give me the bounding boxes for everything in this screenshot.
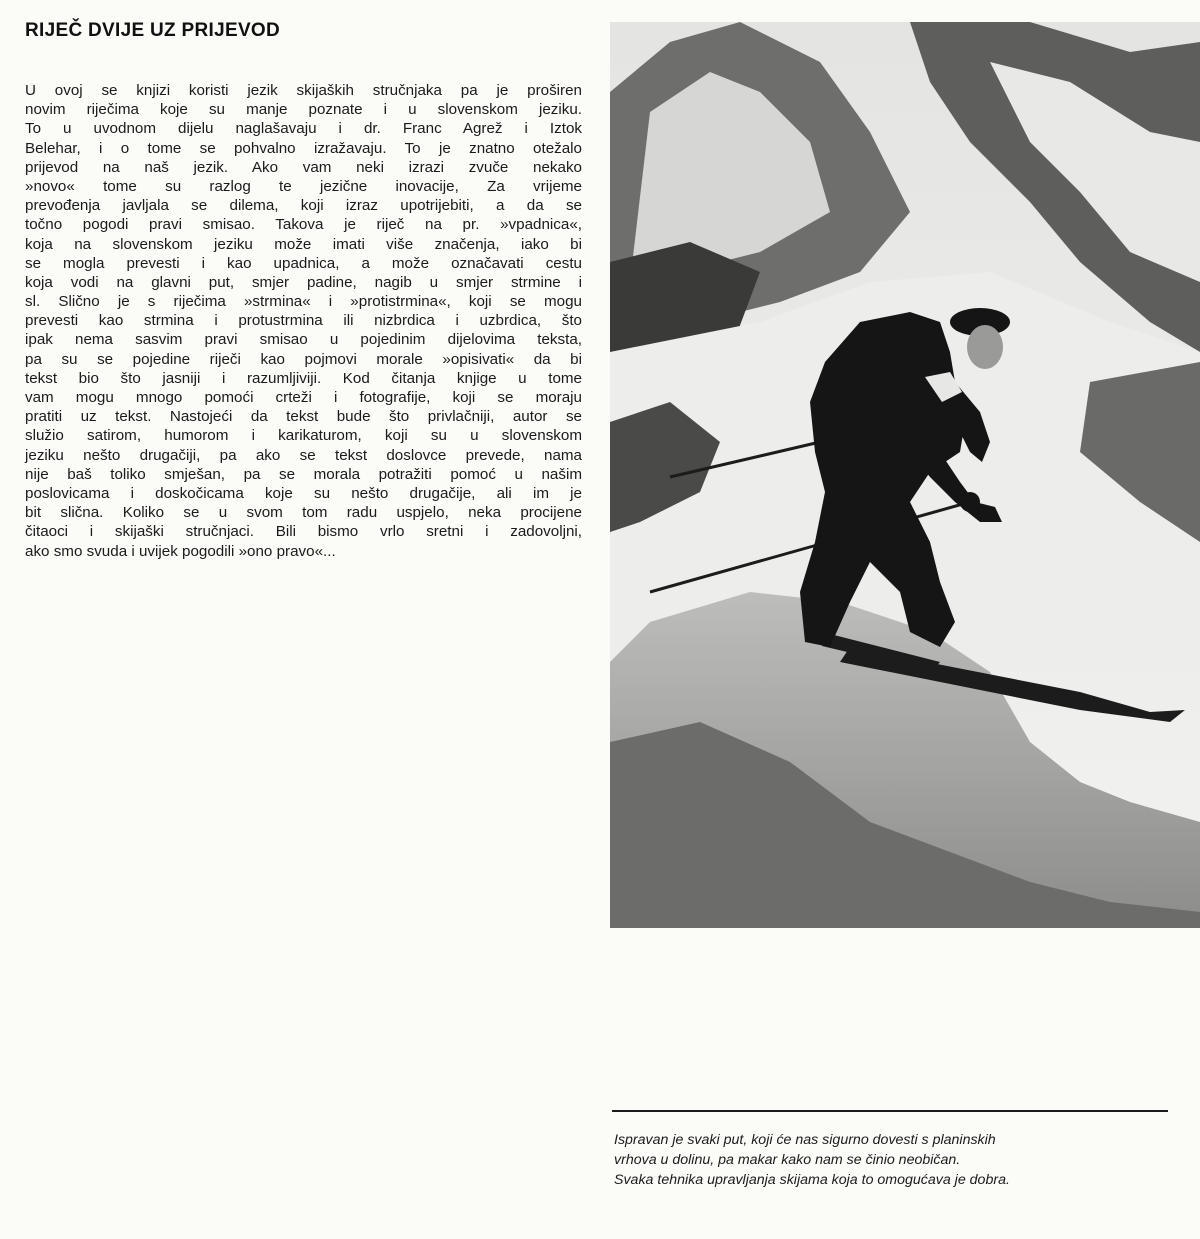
body-line: bit slična. Koliko se u svom tom radu uspjelo, neka procijene [25,504,582,522]
caption-line: Svaka tehnika upravljanja skijama koja to omogućava je dobra. [614,1172,1010,1188]
body-line: novim riječima koje su manje poznate i u slovenskom jeziku. [25,101,582,119]
caption-line: vrhova u dolinu, pa makar kako nam se činio neobičan. [614,1152,961,1168]
body-text [25,81,582,561]
body-line: koja na slovenskom jeziku može imati više značenja, iako bi [25,235,582,253]
caption-line: Ispravan je svaki put, koji će nas sigurno dovesti s planinskih [614,1132,996,1148]
body-line: nije baš toliko smješan, pa se morala potražiti pomoć u našim [25,465,582,483]
body-line: pa su se pojedine riječi kao pojmovi morale »opisivati« da bi [25,350,582,368]
body-line: prevesti kao strmina i protustrmina ili nizbrdica i uzbrdica, što [25,312,582,330]
body-line: poslovicama i doskočicama koje su nešto drugačije, ali im je [25,484,582,502]
body-line: vam mogu mnogo pomoći crteži i fotografije, koji se moraju [25,389,582,406]
body-line: služio satirom, humorom i karikaturom, koji su u slovenskom [25,427,582,445]
body-line: sl. Slično je s riječima »strmina« i »protistrmina«, koji se mogu [25,293,582,311]
page-heading: RIJEČ DVIJE UZ PRIJEVOD [25,20,281,41]
body-line: prevođenja javljala se dilema, koji izraz upotrijebiti, a da se [25,197,582,215]
caption-divider [612,1110,1168,1112]
body-line: »novo« tome su razlog te jezične inovacije, Za vrijeme [25,177,582,195]
body-line: jeziku nešto drugačiji, pa ako se tekst doslovce prevede, nama [25,446,582,464]
body-line: čitaoci i skijaški stručnjaci. Bili bismo vrlo sretni i zadovoljni, [25,523,582,541]
body-line: koja vodi na glavni put, smjer padine, nagib u smjer strmine i [25,273,582,291]
body-line: ako smo svuda i uvijek pogodili »ono pravo«... [25,542,336,560]
body-line: U ovoj se knjizi koristi jezik skijaških stručnjaka pa je proširen [25,82,582,99]
photo-caption [614,1130,1174,1190]
body-line: prijevod na naš jezik. Ako vam neki izrazi zvuče nekako [25,158,582,176]
body-line: točno pogodi pravi smisao. Takova je riječ na pr. »vpadnica«, [25,216,582,234]
skier-photo [610,22,1200,928]
body-line: Belehar, i o tome se pohvalno izražavaju. To je znatno otežalo [25,139,582,157]
body-line: se mogla prevesti i kao upadnica, a može označavati cestu [25,254,582,272]
body-line: ipak nema sasvim pravi smisao u pojedinim dijelovima teksta, [25,331,582,349]
body-line: tekst bio što jasniji i razumljiviji. Kod čitanja knjige u tome [25,369,582,387]
body-line: To u uvodnom dijelu naglašavaju i dr. Franc Agrež i Iztok [25,120,582,138]
body-line: pratiti uz tekst. Nastojeći da tekst bude što privlačniji, autor se [25,408,582,426]
